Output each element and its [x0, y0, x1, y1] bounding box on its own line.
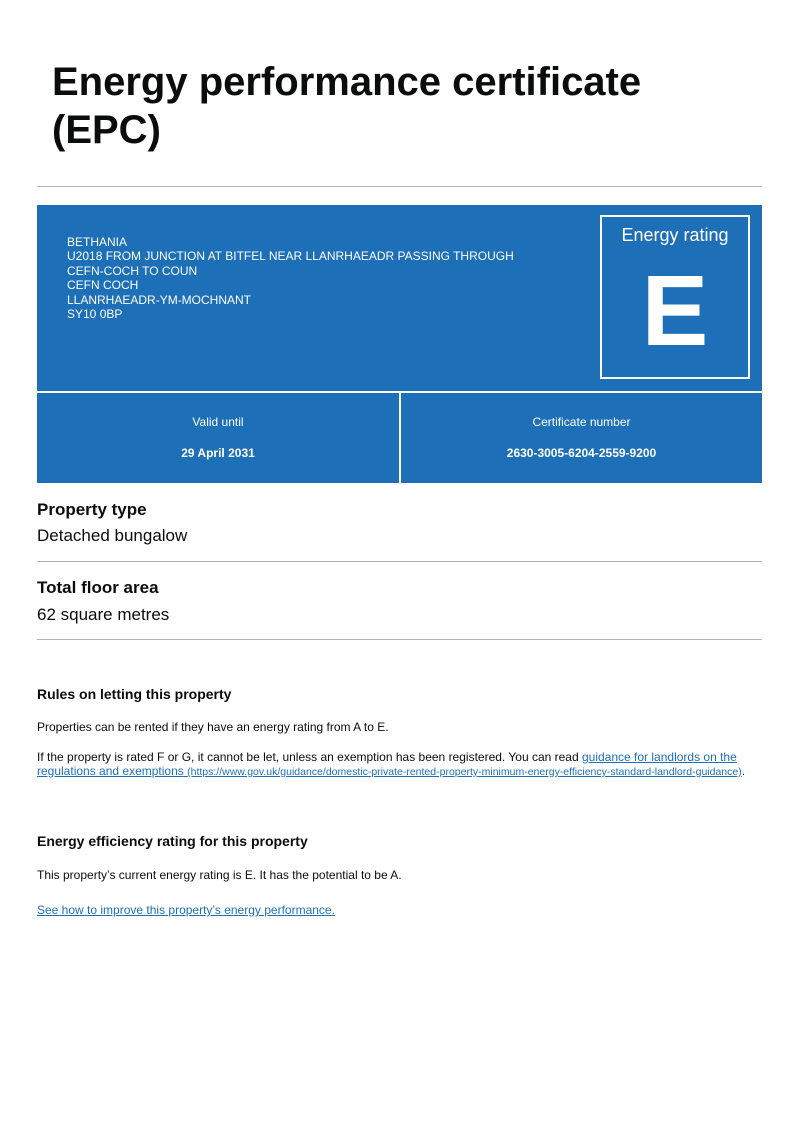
landlord-guidance-link-text: guidance for landlords on the regulations and exemptions [37, 750, 737, 778]
energy-rating-letter: E [641, 255, 709, 367]
valid-until-label: Valid until [192, 415, 244, 429]
energy-rating-box [600, 215, 750, 379]
property-type-heading: Property type [37, 500, 147, 519]
floor-area-value: 62 square metres [37, 605, 170, 624]
address-line: CEFN-COCH TO COUN [67, 263, 198, 278]
certificate-summary-panel [37, 205, 762, 483]
efficiency-rating-heading: Energy efficiency rating for this property [37, 833, 308, 849]
certificate-number-cell [401, 391, 762, 483]
property-type-value: Detached bungalow [37, 526, 188, 545]
property-address [67, 235, 514, 321]
certificate-number-value: 2630-3005-6204-2559-9200 [506, 446, 657, 460]
title-divider [37, 186, 762, 187]
improve-performance-link[interactable]: See how to improve this property’s energy performance. [37, 903, 335, 917]
floor-area-heading: Total floor area [37, 578, 159, 597]
letting-guidance-text: If the property is rated F or G, it cannot be let, unless an exemption has been registered. You can read [37, 750, 582, 764]
certificate-number-label: Certificate number [532, 415, 631, 429]
address-line: U2018 FROM JUNCTION AT BITFEL NEAR LLANRHAEADR PASSING THROUGH [67, 249, 514, 264]
address-line: CEFN COCH [67, 278, 139, 293]
section-divider [37, 561, 762, 562]
letting-rules-heading: Rules on letting this property [37, 686, 232, 702]
energy-rating-label: Energy rating [621, 225, 729, 245]
page-title: Energy performance certificate (EPC) [52, 60, 642, 152]
address-line: BETHANIA [67, 235, 128, 249]
address-line: LLANRHAEADR-YM-MOCHNANT [67, 292, 252, 307]
letting-rules-paragraph: Properties can be rented if they have an energy rating from A to E. [37, 720, 389, 734]
address-line: SY10 0BP [67, 307, 123, 322]
improve-performance-line [37, 903, 763, 917]
efficiency-rating-paragraph: This property’s current energy rating is E. It has the potential to be A. [37, 868, 402, 882]
valid-until-value: 29 April 2031 [181, 446, 255, 460]
section-divider [37, 639, 762, 640]
letting-guidance-end: . [741, 764, 746, 778]
landlord-guidance-url: (https://www.gov.uk/guidance/domestic-private-rented-property-minimum-energy-efficiency-standard-landlord-guidance) [187, 766, 742, 778]
letting-guidance-paragraph [37, 750, 763, 779]
valid-until-cell [37, 391, 399, 483]
